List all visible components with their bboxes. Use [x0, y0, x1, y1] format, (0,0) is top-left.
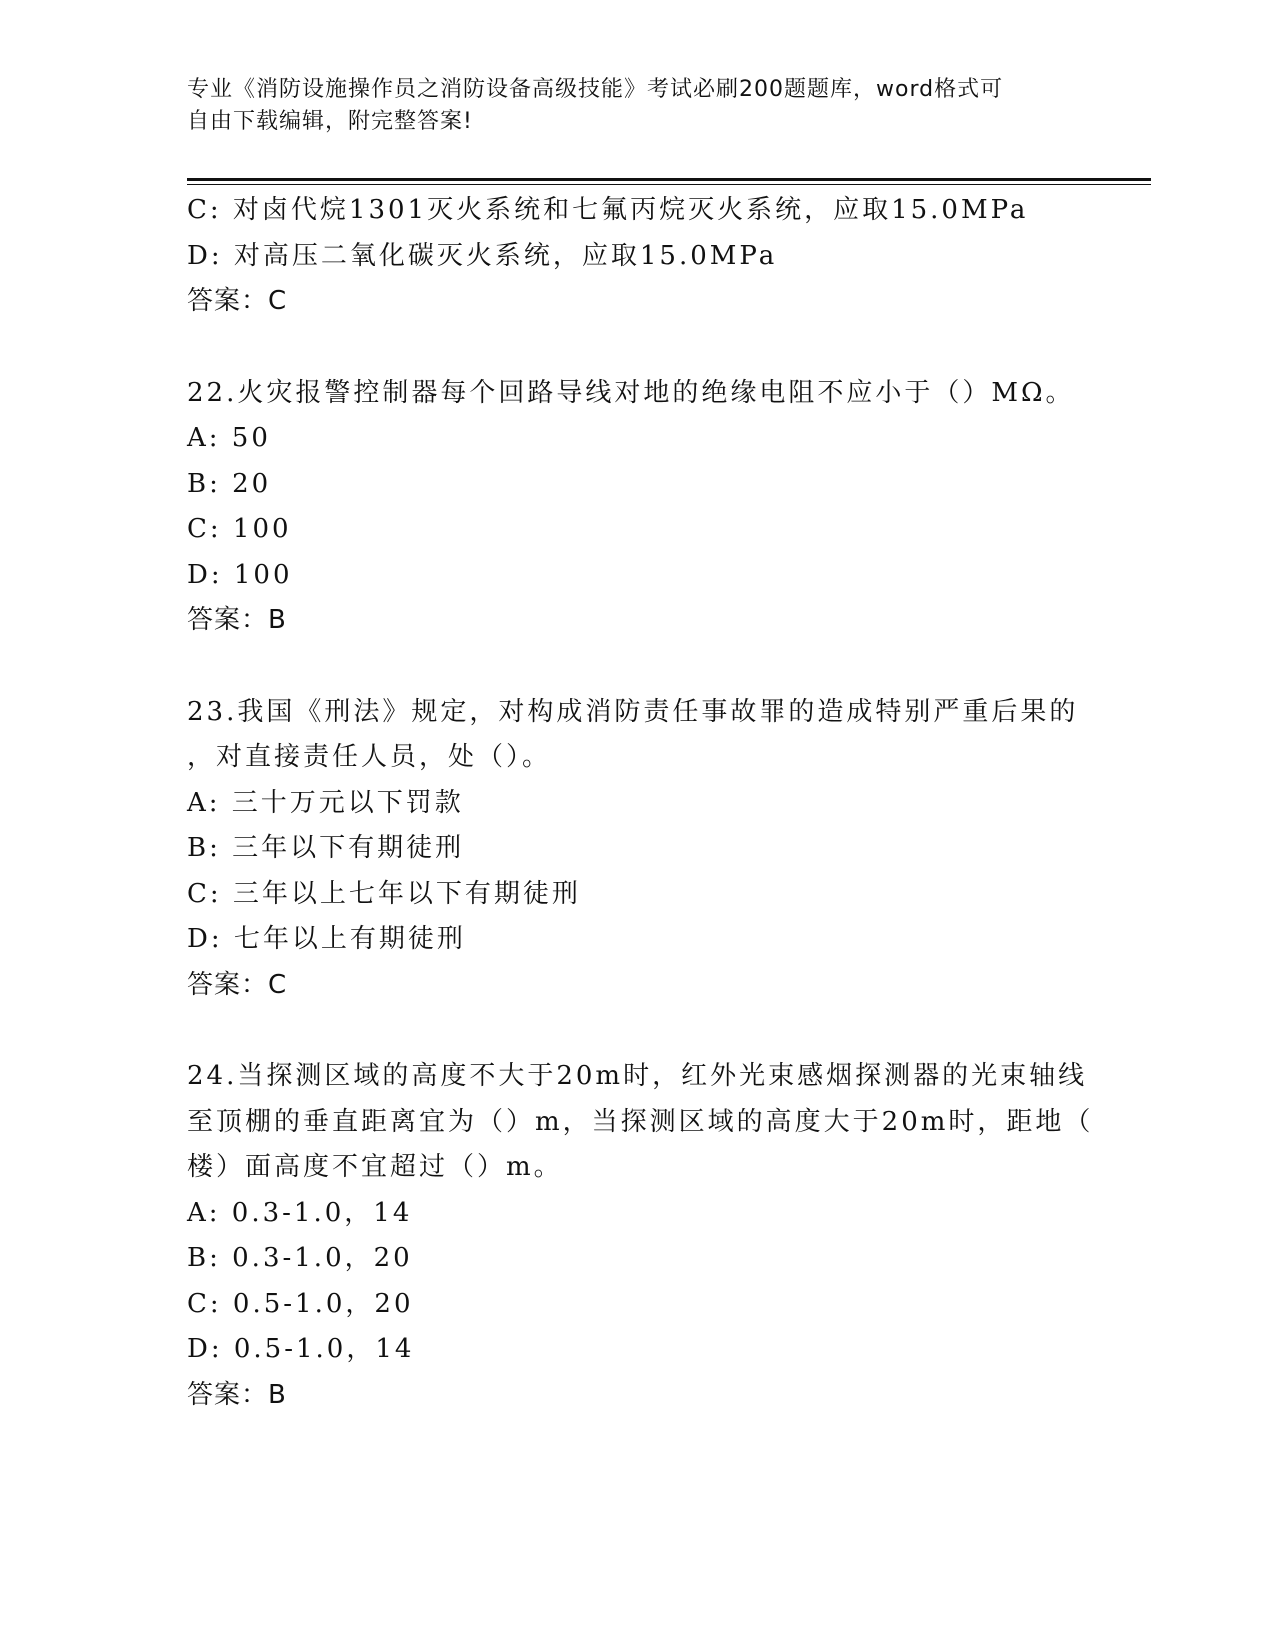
answer: 答案：C	[187, 969, 288, 1000]
question-23	[187, 690, 1077, 1009]
option-a: A: 0.3-1.0，14	[187, 1197, 413, 1228]
option-b: B: 20	[187, 468, 272, 499]
option-c: C: 100	[187, 514, 292, 544]
question-stem: 22.火灾报警控制器每个回路导线对地的绝缘电阻不应小于（）MΩ。	[187, 377, 1075, 408]
option-d: D: 0.5-1.0，14	[187, 1334, 415, 1364]
question-stem: 24.当探测区域的高度不大于20m时，红外光束感烟探测器的光束轴线	[187, 1061, 1088, 1091]
header-line-2: 自由下载编辑，附完整答案!	[187, 109, 473, 134]
answer: 答案：C	[187, 286, 288, 316]
spacer	[187, 644, 1077, 690]
question-24	[187, 1054, 1094, 1418]
answer: 答案：B	[187, 1379, 287, 1410]
document-header	[187, 74, 1067, 138]
spacer	[187, 1008, 1077, 1054]
option-a: A: 三十万元以下罚款	[187, 787, 464, 818]
spacer	[187, 325, 1077, 371]
option-c: C: 三年以上七年以下有期徒刑	[187, 878, 581, 909]
header-divider-thick	[187, 178, 1151, 181]
question-list	[187, 188, 1094, 1418]
option-d: D: 对高压二氧化碳灭火系统，应取15.0MPa	[187, 240, 778, 271]
option-b: B: 三年以下有期徒刑	[187, 833, 465, 863]
option-b: B: 0.3-1.0，20	[187, 1243, 413, 1273]
question-stem-continued: 至顶棚的垂直距离宜为（）m，当探测区域的高度大于20m时，距地（	[187, 1106, 1094, 1137]
answer: 答案：B	[187, 605, 287, 635]
question-stem: 23.我国《刑法》规定，对构成消防责任事故罪的造成特别严重后果的	[187, 696, 1079, 727]
header-line-1: 专业《消防设施操作员之消防设备高级技能》考试必刷200题题库，word格式可	[187, 77, 1004, 102]
option-c: C: 0.5-1.0，20	[187, 1288, 414, 1319]
option-c: C: 对卤代烷1301灭火系统和七氟丙烷灭火系统，应取15.0MPa	[187, 195, 1029, 225]
previous-question-tail	[187, 188, 1077, 325]
option-a: A: 50	[187, 423, 271, 453]
question-stem-continued: ，对直接责任人员，处（）。	[187, 742, 552, 772]
question-stem-continued: 楼）面高度不宜超过（）m。	[187, 1152, 563, 1182]
header-divider-thin	[187, 184, 1151, 185]
option-d: D: 七年以上有期徒刑	[187, 924, 466, 954]
question-22	[187, 371, 1077, 644]
option-d: D: 100	[187, 559, 293, 590]
